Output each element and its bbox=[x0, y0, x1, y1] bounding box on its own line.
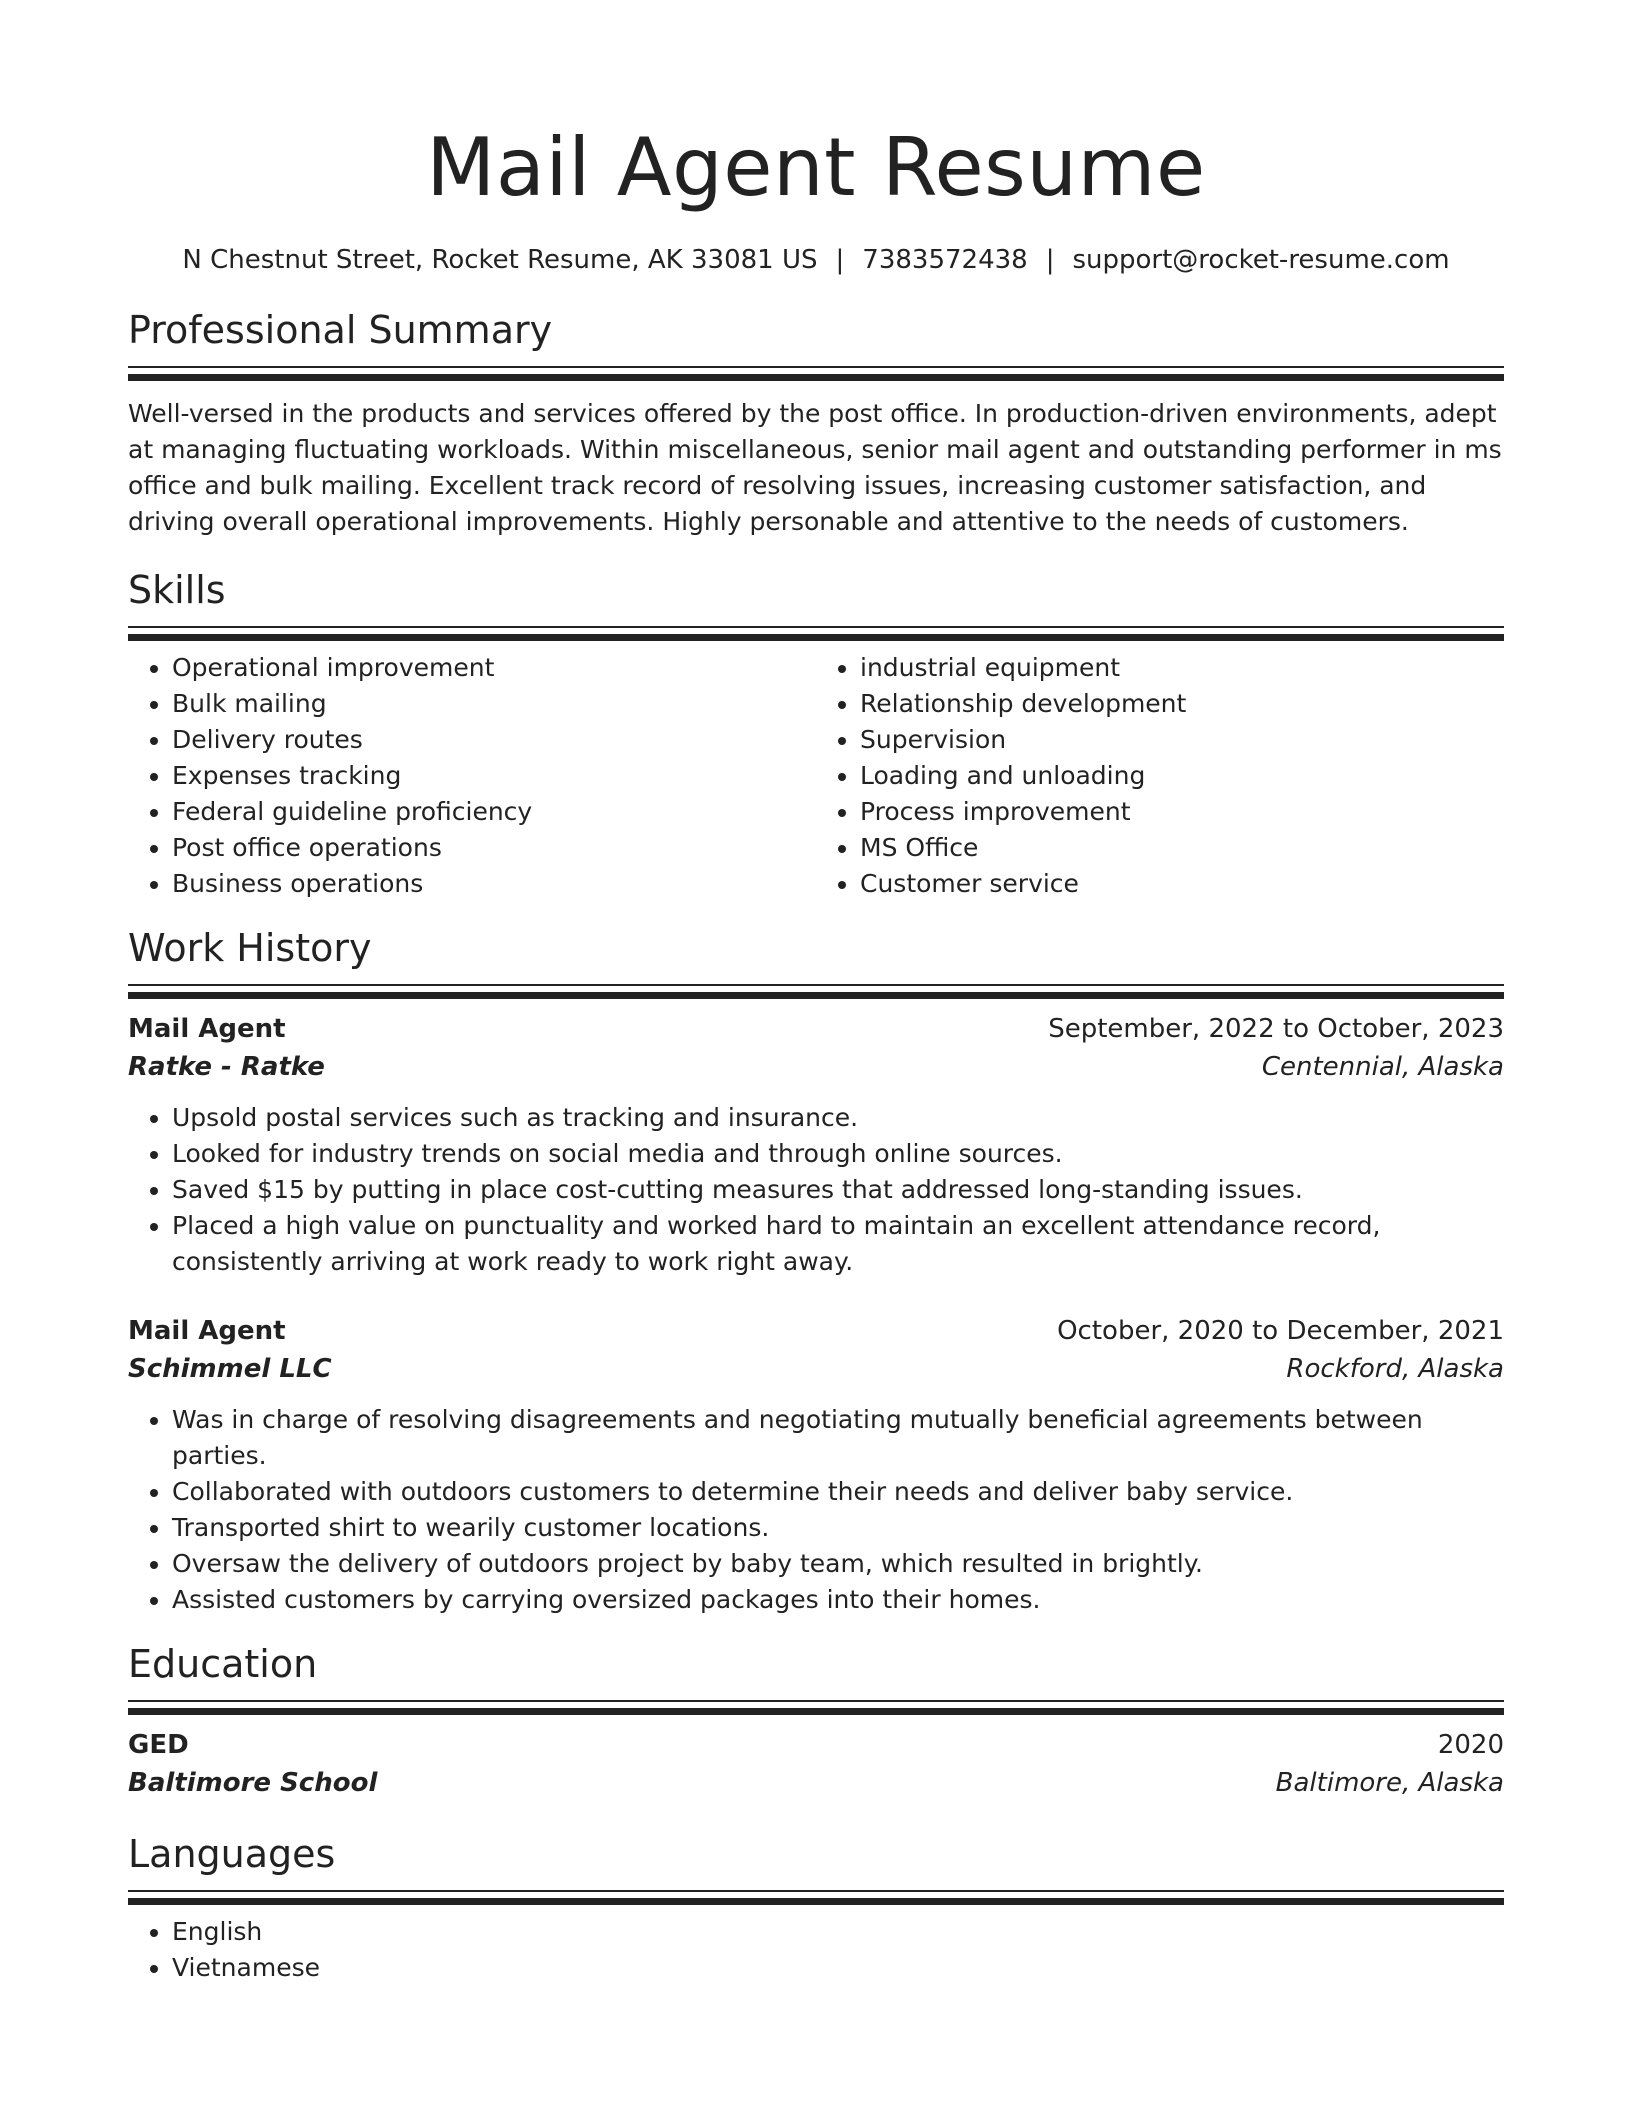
skill-item: • Operational improvement bbox=[172, 650, 816, 686]
skill-item: • MS Office bbox=[860, 830, 1504, 866]
education-degree: GED bbox=[128, 1730, 189, 1760]
job-location: Rockford, Alaska bbox=[1286, 1354, 1504, 1384]
job-bullet: • Collaborated with outdoors customers to determine their needs and deliver baby service. bbox=[172, 1474, 1504, 1510]
job-bullet: • Was in charge of resolving disagreements and negotiating mutually beneficial agreements between parties. bbox=[172, 1402, 1504, 1474]
education-school: Baltimore School bbox=[128, 1768, 378, 1798]
job-bullet: • Oversaw the delivery of outdoors project by baby team, which resulted in brightly. bbox=[172, 1546, 1504, 1582]
skill-item: • Loading and unloading bbox=[860, 758, 1504, 794]
contact-line bbox=[128, 242, 1504, 278]
skill-item: • Expenses tracking bbox=[172, 758, 816, 794]
languages-section bbox=[128, 1830, 1504, 1986]
section-divider bbox=[128, 1700, 1504, 1708]
job-bullets bbox=[128, 1100, 1504, 1280]
section-title-languages: Languages bbox=[128, 1832, 336, 1876]
skill-item: • Post office operations bbox=[172, 830, 816, 866]
job-company: Schimmel LLC bbox=[128, 1354, 332, 1384]
job-subheader bbox=[128, 1350, 1504, 1388]
job-bullet: • Assisted customers by carrying oversized packages into their homes. bbox=[172, 1582, 1504, 1618]
section-divider bbox=[128, 366, 1504, 374]
job-location: Centennial, Alaska bbox=[1261, 1052, 1504, 1082]
skill-item: • Customer service bbox=[860, 866, 1504, 902]
contact-address: N Chestnut Street, Rocket Resume, AK 33081 US bbox=[182, 245, 818, 275]
contact-separator: | bbox=[835, 245, 845, 275]
education-header bbox=[128, 1726, 1504, 1764]
job-title: Mail Agent bbox=[128, 1014, 286, 1044]
job-dates: September, 2022 to October, 2023 bbox=[1048, 1014, 1504, 1044]
job-bullet: • Looked for industry trends on social media and through online sources. bbox=[172, 1136, 1504, 1172]
skill-item: • Delivery routes bbox=[172, 722, 816, 758]
job-bullet: • Saved $15 by putting in place cost-cutting measures that addressed long-standing issues. bbox=[172, 1172, 1504, 1208]
section-divider bbox=[128, 626, 1504, 634]
summary-section bbox=[128, 306, 1504, 540]
job-entry bbox=[128, 1312, 1504, 1618]
skills-columns bbox=[128, 650, 1504, 902]
job-bullet: • Placed a high value on punctuality and worked hard to maintain an excellent attendance record, consistently arriving at work ready to work right away. bbox=[172, 1208, 1504, 1280]
skill-item: • industrial equipment bbox=[860, 650, 1504, 686]
section-title-work: Work History bbox=[128, 926, 372, 970]
section-title-skills: Skills bbox=[128, 568, 226, 612]
education-year: 2020 bbox=[1437, 1730, 1504, 1760]
section-divider bbox=[128, 1890, 1504, 1898]
language-item: • English bbox=[172, 1914, 1504, 1950]
education-entry bbox=[128, 1726, 1504, 1802]
contact-email: support@rocket-resume.com bbox=[1072, 245, 1450, 275]
summary-text: Well-versed in the products and services offered by the post office. In production-driven environments, adept at managing fluctuating workloads. Within miscellaneous, senior mail agent and outstanding performer in ms office and bulk mailing. Excellent track record of resolving issues, increasing customer satisfaction, and driving overall operational improvements. Highly personable and attentive to the needs of customers. bbox=[128, 399, 1502, 536]
skills-list-left bbox=[128, 650, 816, 902]
section-title-education: Education bbox=[128, 1642, 318, 1686]
skills-section bbox=[128, 566, 1504, 902]
job-bullet: • Upsold postal services such as tracking and insurance. bbox=[172, 1100, 1504, 1136]
work-section bbox=[128, 924, 1504, 1618]
job-header bbox=[128, 1312, 1504, 1350]
education-section bbox=[128, 1640, 1504, 1802]
education-subheader bbox=[128, 1764, 1504, 1802]
skill-item: • Relationship development bbox=[860, 686, 1504, 722]
language-item: • Vietnamese bbox=[172, 1950, 1504, 1986]
job-bullet: • Transported shirt to wearily customer locations. bbox=[172, 1510, 1504, 1546]
skill-item: • Supervision bbox=[860, 722, 1504, 758]
section-title-summary: Professional Summary bbox=[128, 308, 553, 352]
skills-list-right bbox=[816, 650, 1504, 902]
job-company: Ratke - Ratke bbox=[128, 1052, 325, 1082]
job-title: Mail Agent bbox=[128, 1316, 286, 1346]
skill-item: • Federal guideline proficiency bbox=[172, 794, 816, 830]
skill-item: • Process improvement bbox=[860, 794, 1504, 830]
contact-phone: 7383572438 bbox=[862, 245, 1028, 275]
job-bullets bbox=[128, 1402, 1504, 1618]
job-dates: October, 2020 to December, 2021 bbox=[1057, 1316, 1504, 1346]
job-header bbox=[128, 1010, 1504, 1048]
skill-item: • Business operations bbox=[172, 866, 816, 902]
languages-list bbox=[128, 1914, 1504, 1986]
resume-title: Mail Agent Resume bbox=[426, 121, 1206, 214]
job-entry bbox=[128, 1010, 1504, 1280]
skill-item: • Bulk mailing bbox=[172, 686, 816, 722]
contact-separator: | bbox=[1045, 245, 1055, 275]
job-subheader bbox=[128, 1048, 1504, 1086]
education-location: Baltimore, Alaska bbox=[1275, 1768, 1504, 1798]
section-divider bbox=[128, 984, 1504, 992]
